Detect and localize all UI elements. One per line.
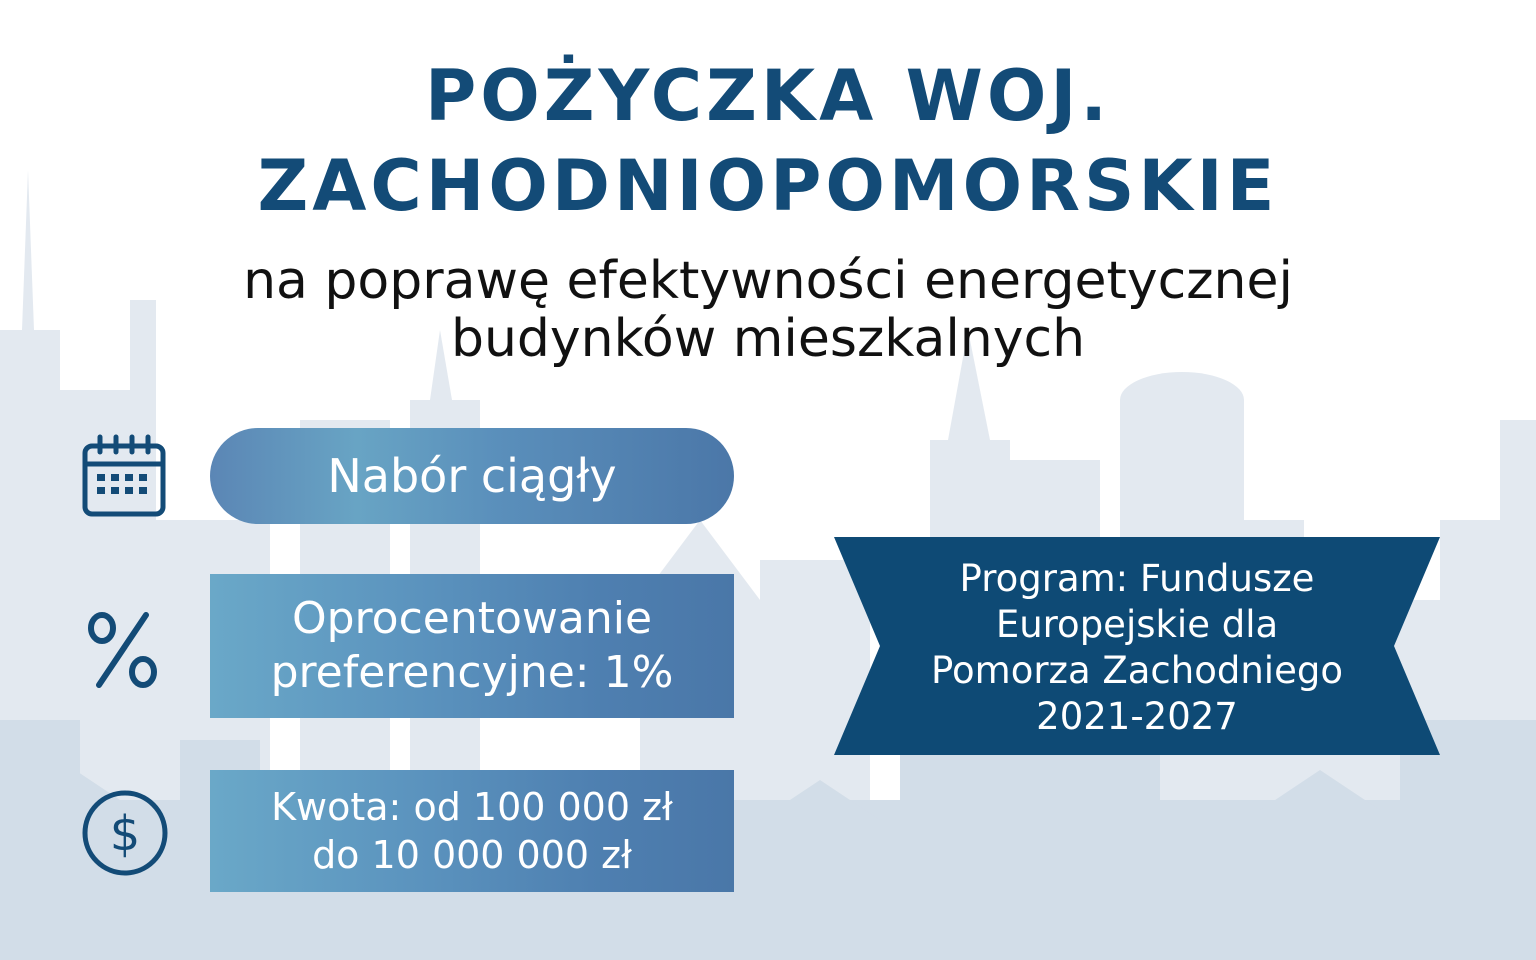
svg-text:$: $	[109, 806, 141, 862]
interest-rate-line-2: preferencyjne: 1%	[270, 647, 674, 698]
percent-icon	[86, 612, 160, 688]
dollar-coin-icon	[80, 788, 170, 878]
program-text	[880, 556, 1394, 740]
page-title-line-1: POŻYCZKA WOJ.	[424, 55, 1112, 137]
loan-amount-box	[210, 770, 734, 892]
program-line-2: Europejskie dla	[995, 603, 1279, 646]
program-line-1: Program: Fundusze	[959, 557, 1315, 600]
interest-rate-box	[210, 574, 734, 718]
program-line-3: Pomorza Zachodniego	[931, 649, 1343, 692]
program-line-4: 2021-2027	[1036, 695, 1238, 738]
interest-rate-line-1: Oprocentowanie	[291, 593, 653, 644]
subtitle-line-2: budynków mieszkalnych	[450, 309, 1086, 369]
calendar-icon	[80, 434, 168, 518]
recruitment-label: Nabór ciągły	[327, 449, 617, 503]
loan-amount-line-2: do 10 000 000 zł	[312, 833, 632, 877]
page-title-line-2: ZACHODNIOPOMORSKIE	[257, 145, 1279, 227]
recruitment-badge	[210, 428, 734, 524]
subtitle-line-1: na poprawę efektywności energetycznej	[243, 251, 1293, 311]
loan-amount-line-1: Kwota: od 100 000 zł	[271, 785, 673, 829]
